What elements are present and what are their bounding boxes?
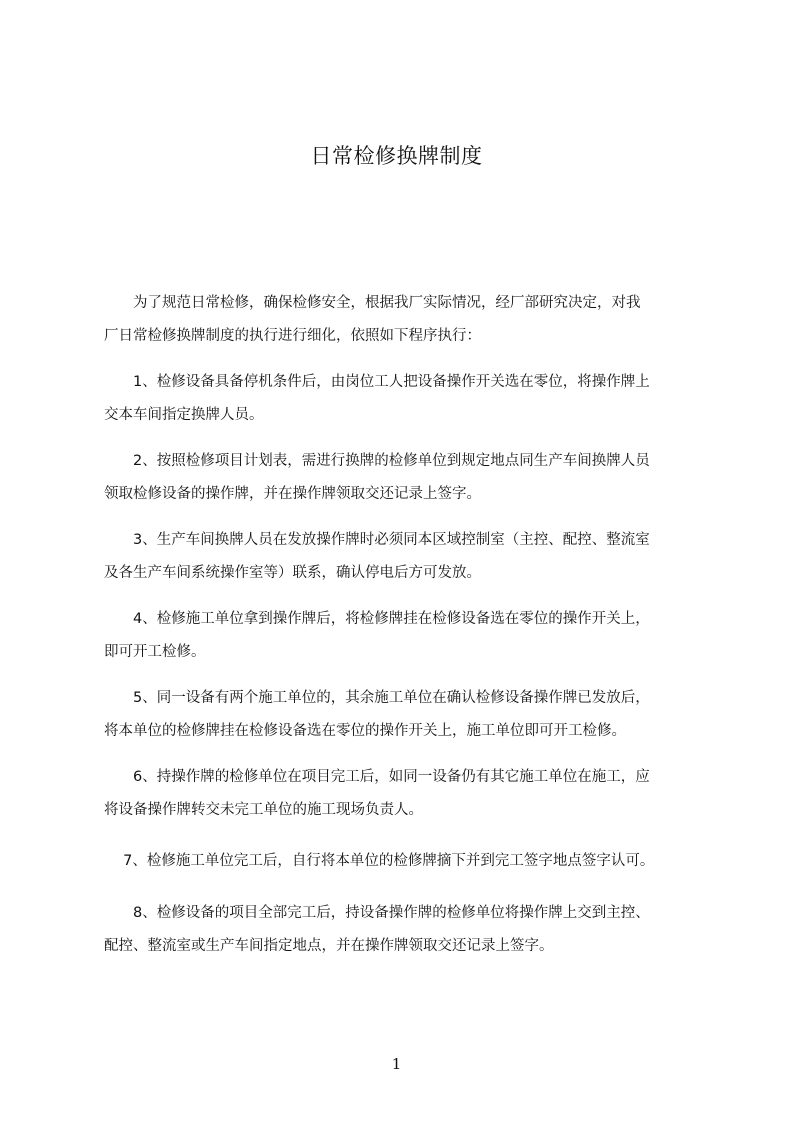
paragraph-line: 即可开工检修。 bbox=[104, 644, 206, 660]
rule-item-8 bbox=[104, 897, 704, 963]
paragraph-line: 5、同一设备有两个施工单位的，其余施工单位在确认检修设备操作牌已发放后， bbox=[104, 690, 650, 706]
paragraph-line: 及各生产车间系统操作室等）联系，确认停电后方可发放。 bbox=[104, 565, 481, 581]
paragraph-line: 8、检修设备的项目全部完工后，持设备操作牌的检修单位将操作牌上交到主控、 bbox=[104, 905, 650, 921]
paragraph-line: 6、持操作牌的检修单位在项目完工后，如同一设备仍有其它施工单位在施工，应 bbox=[104, 769, 650, 785]
paragraph-line: 1、检修设备具备停机条件后，由岗位工人把设备操作开关选在零位，将操作牌上 bbox=[104, 374, 650, 390]
rule-item-7 bbox=[104, 845, 704, 878]
rule-item-2 bbox=[104, 445, 704, 511]
rule-item-4 bbox=[104, 603, 704, 669]
document-title: 日常检修换牌制度 bbox=[310, 144, 483, 168]
paragraph-line: 7、检修施工单位完工后，自行将本单位的检修牌摘下并到完工签字地点签字认可。 bbox=[104, 853, 655, 869]
paragraph-line: 为了规范日常检修，确保检修安全，根据我厂实际情况，经厂部研究决定，对我 bbox=[104, 295, 641, 311]
paragraph-line: 2、按照检修项目计划表，需进行换牌的检修单位到规定地点同生产车间换牌人员 bbox=[104, 453, 650, 469]
rule-item-1 bbox=[104, 366, 704, 432]
paragraph-line: 3、生产车间换牌人员在发放操作牌时必须同本区域控制室（主控、配控、整流室 bbox=[104, 532, 650, 548]
intro-paragraph bbox=[104, 287, 704, 353]
rule-item-5 bbox=[104, 682, 704, 748]
paragraph-line: 配控、整流室或生产车间指定地点，并在操作牌领取交还记录上签字。 bbox=[104, 938, 554, 954]
page-number: 1 bbox=[391, 1055, 402, 1073]
paragraph-line: 将设备操作牌转交未完工单位的施工现场负责人。 bbox=[104, 802, 423, 818]
paragraph-line: 4、检修施工单位拿到操作牌后，将检修牌挂在检修设备选在零位的操作开关上， bbox=[104, 611, 650, 627]
paragraph-line: 厂日常检修换牌制度的执行进行细化，依照如下程序执行： bbox=[104, 328, 481, 344]
paragraph-line: 领取检修设备的操作牌，并在操作牌领取交还记录上签字。 bbox=[104, 486, 481, 502]
paragraph-line: 将本单位的检修牌挂在检修设备选在零位的操作开关上，施工单位即可开工检修。 bbox=[104, 723, 626, 739]
rule-item-3 bbox=[104, 524, 704, 590]
rule-item-6 bbox=[104, 761, 704, 827]
paragraph-line: 交本车间指定换牌人员。 bbox=[104, 407, 264, 423]
